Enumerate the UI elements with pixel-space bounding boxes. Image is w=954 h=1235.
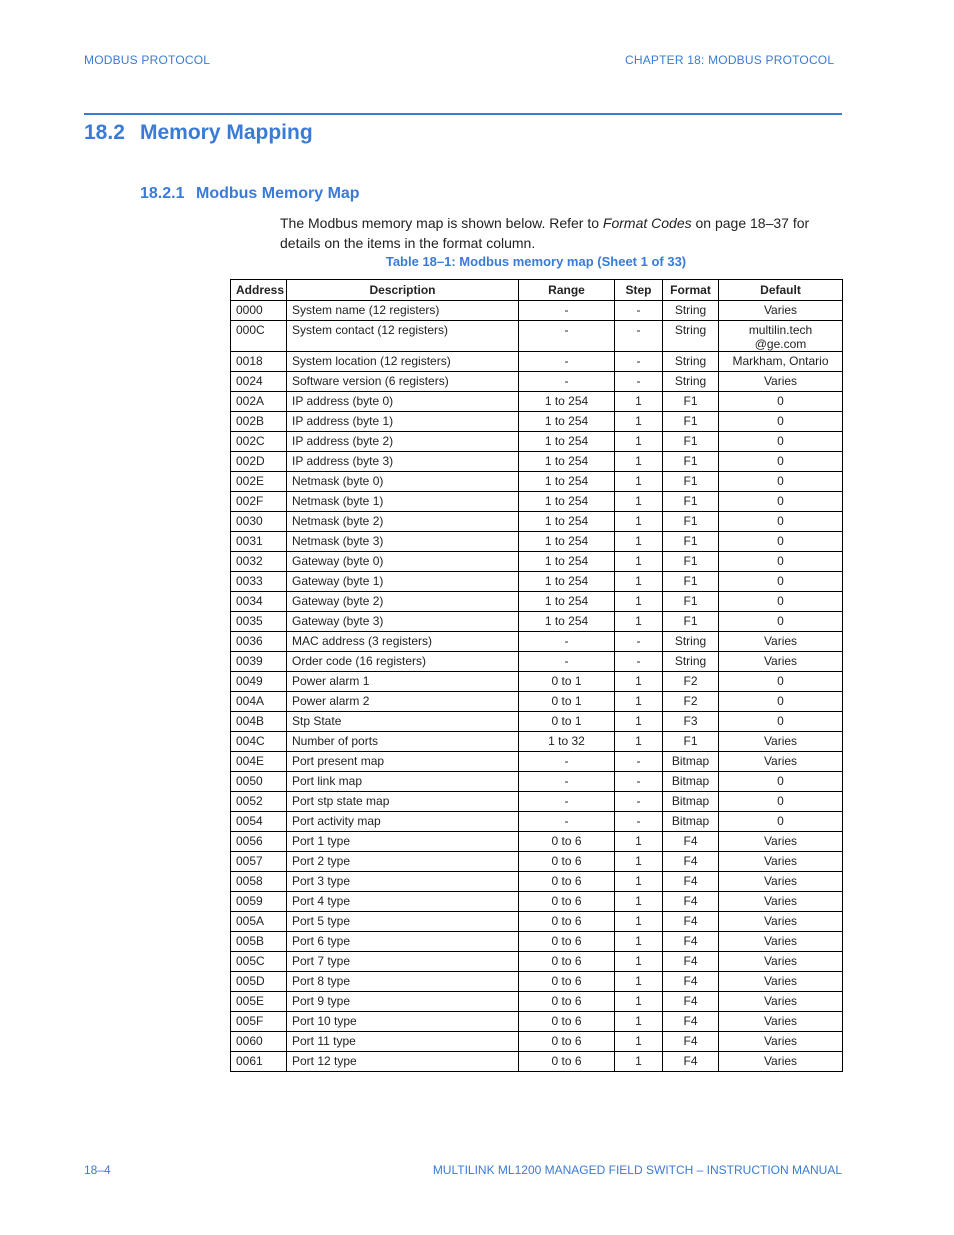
section-title: Memory Mapping bbox=[140, 121, 313, 144]
cell-range: - bbox=[519, 812, 615, 832]
cell-step: - bbox=[615, 301, 663, 321]
cell-description: Gateway (byte 3) bbox=[287, 612, 519, 632]
cell-description: Netmask (byte 1) bbox=[287, 492, 519, 512]
format-codes-reference: Format Codes bbox=[602, 215, 692, 231]
cell-default: 0 bbox=[719, 592, 843, 612]
table-body bbox=[231, 301, 843, 1072]
cell-description: IP address (byte 1) bbox=[287, 412, 519, 432]
cell-format: F4 bbox=[663, 992, 719, 1012]
cell-format: F4 bbox=[663, 832, 719, 852]
cell-step: 1 bbox=[615, 592, 663, 612]
cell-description: Order code (16 registers) bbox=[287, 652, 519, 672]
cell-format: Bitmap bbox=[663, 812, 719, 832]
cell-format: F1 bbox=[663, 612, 719, 632]
table-row bbox=[231, 932, 843, 952]
cell-range: 0 to 6 bbox=[519, 1052, 615, 1072]
cell-default: Varies bbox=[719, 752, 843, 772]
cell-step: 1 bbox=[615, 972, 663, 992]
cell-default: Varies bbox=[719, 992, 843, 1012]
cell-range: 1 to 254 bbox=[519, 592, 615, 612]
cell-default: multilin.tech @ge.com bbox=[719, 321, 843, 352]
cell-step: 1 bbox=[615, 912, 663, 932]
table-row bbox=[231, 752, 843, 772]
cell-default: Varies bbox=[719, 912, 843, 932]
cell-range: 0 to 6 bbox=[519, 932, 615, 952]
column-header-format: Format bbox=[663, 280, 719, 301]
cell-step: 1 bbox=[615, 1012, 663, 1032]
cell-default: Varies bbox=[719, 652, 843, 672]
table-row bbox=[231, 692, 843, 712]
cell-address: 005F bbox=[231, 1012, 287, 1032]
cell-address: 005A bbox=[231, 912, 287, 932]
cell-range: 1 to 254 bbox=[519, 412, 615, 432]
cell-step: - bbox=[615, 792, 663, 812]
cell-address: 0061 bbox=[231, 1052, 287, 1072]
cell-default: Varies bbox=[719, 952, 843, 972]
table-row bbox=[231, 852, 843, 872]
table-row bbox=[231, 572, 843, 592]
cell-default: 0 bbox=[719, 692, 843, 712]
cell-range: 0 to 6 bbox=[519, 892, 615, 912]
cell-range: 0 to 6 bbox=[519, 912, 615, 932]
cell-description: Gateway (byte 2) bbox=[287, 592, 519, 612]
table-row bbox=[231, 301, 843, 321]
cell-range: - bbox=[519, 301, 615, 321]
cell-description: Stp State bbox=[287, 712, 519, 732]
cell-step: 1 bbox=[615, 672, 663, 692]
cell-description: Port activity map bbox=[287, 812, 519, 832]
column-header-address: Address bbox=[231, 280, 287, 301]
cell-description: System contact (12 registers) bbox=[287, 321, 519, 352]
cell-format: F4 bbox=[663, 1052, 719, 1072]
cell-default: 0 bbox=[719, 612, 843, 632]
cell-default: Varies bbox=[719, 732, 843, 752]
cell-format: F4 bbox=[663, 952, 719, 972]
cell-range: 0 to 6 bbox=[519, 1032, 615, 1052]
cell-format: F2 bbox=[663, 672, 719, 692]
table-row bbox=[231, 792, 843, 812]
table-row bbox=[231, 1012, 843, 1032]
cell-step: 1 bbox=[615, 992, 663, 1012]
cell-description: Port 7 type bbox=[287, 952, 519, 972]
cell-address: 0057 bbox=[231, 852, 287, 872]
cell-format: F1 bbox=[663, 592, 719, 612]
column-header-default: Default bbox=[719, 280, 843, 301]
cell-description: System location (12 registers) bbox=[287, 352, 519, 372]
cell-default: Varies bbox=[719, 372, 843, 392]
table-row bbox=[231, 912, 843, 932]
cell-range: 1 to 254 bbox=[519, 452, 615, 472]
table-row bbox=[231, 492, 843, 512]
table-row bbox=[231, 972, 843, 992]
cell-address: 005E bbox=[231, 992, 287, 1012]
cell-range: - bbox=[519, 772, 615, 792]
cell-step: - bbox=[615, 812, 663, 832]
cell-description: Netmask (byte 2) bbox=[287, 512, 519, 532]
cell-format: F4 bbox=[663, 872, 719, 892]
cell-description: Port 11 type bbox=[287, 1032, 519, 1052]
cell-description: Port 9 type bbox=[287, 992, 519, 1012]
cell-step: 1 bbox=[615, 872, 663, 892]
cell-step: 1 bbox=[615, 552, 663, 572]
cell-range: - bbox=[519, 792, 615, 812]
table-row bbox=[231, 872, 843, 892]
cell-format: F4 bbox=[663, 932, 719, 952]
cell-range: 0 to 6 bbox=[519, 972, 615, 992]
table-row bbox=[231, 1052, 843, 1072]
cell-range: 1 to 254 bbox=[519, 612, 615, 632]
cell-range: 0 to 6 bbox=[519, 872, 615, 892]
cell-address: 0030 bbox=[231, 512, 287, 532]
table-row bbox=[231, 392, 843, 412]
cell-range: 0 to 6 bbox=[519, 832, 615, 852]
column-header-step: Step bbox=[615, 280, 663, 301]
running-header-right: CHAPTER 18: MODBUS PROTOCOL bbox=[625, 53, 835, 67]
cell-range: 1 to 254 bbox=[519, 492, 615, 512]
cell-step: 1 bbox=[615, 892, 663, 912]
cell-step: 1 bbox=[615, 932, 663, 952]
cell-range: 1 to 32 bbox=[519, 732, 615, 752]
cell-format: F1 bbox=[663, 412, 719, 432]
cell-format: Bitmap bbox=[663, 772, 719, 792]
cell-description: IP address (byte 2) bbox=[287, 432, 519, 452]
cell-format: Bitmap bbox=[663, 792, 719, 812]
subsection-heading bbox=[140, 185, 360, 203]
cell-format: String bbox=[663, 652, 719, 672]
cell-description: Port 1 type bbox=[287, 832, 519, 852]
intro-paragraph bbox=[280, 213, 820, 253]
cell-format: F1 bbox=[663, 552, 719, 572]
cell-description: Port 2 type bbox=[287, 852, 519, 872]
cell-default: Varies bbox=[719, 932, 843, 952]
cell-address: 002B bbox=[231, 412, 287, 432]
cell-default: 0 bbox=[719, 712, 843, 732]
cell-format: F1 bbox=[663, 532, 719, 552]
cell-address: 0032 bbox=[231, 552, 287, 572]
cell-address: 0054 bbox=[231, 812, 287, 832]
cell-default: 0 bbox=[719, 572, 843, 592]
cell-format: String bbox=[663, 632, 719, 652]
cell-step: 1 bbox=[615, 532, 663, 552]
cell-range: 1 to 254 bbox=[519, 472, 615, 492]
cell-step: - bbox=[615, 352, 663, 372]
cell-address: 002C bbox=[231, 432, 287, 452]
cell-description: Power alarm 2 bbox=[287, 692, 519, 712]
cell-format: F1 bbox=[663, 512, 719, 532]
table-row bbox=[231, 612, 843, 632]
cell-step: - bbox=[615, 321, 663, 352]
cell-range: - bbox=[519, 321, 615, 352]
cell-step: 1 bbox=[615, 572, 663, 592]
table-row bbox=[231, 552, 843, 572]
cell-description: Port present map bbox=[287, 752, 519, 772]
cell-range: - bbox=[519, 652, 615, 672]
intro-text-after: on page 18–37 for details on the items in the format column. bbox=[280, 215, 810, 251]
cell-default: Markham, Ontario bbox=[719, 352, 843, 372]
cell-range: 0 to 1 bbox=[519, 672, 615, 692]
cell-description: Port stp state map bbox=[287, 792, 519, 812]
table-row bbox=[231, 652, 843, 672]
table-row bbox=[231, 672, 843, 692]
cell-format: String bbox=[663, 352, 719, 372]
cell-address: 005C bbox=[231, 952, 287, 972]
cell-description: Gateway (byte 0) bbox=[287, 552, 519, 572]
cell-address: 000C bbox=[231, 321, 287, 352]
cell-address: 0018 bbox=[231, 352, 287, 372]
cell-description: Number of ports bbox=[287, 732, 519, 752]
cell-address: 002E bbox=[231, 472, 287, 492]
running-header-left: MODBUS PROTOCOL bbox=[84, 53, 211, 67]
cell-default: 0 bbox=[719, 472, 843, 492]
cell-format: F1 bbox=[663, 452, 719, 472]
table-row bbox=[231, 632, 843, 652]
cell-default: 0 bbox=[719, 812, 843, 832]
cell-format: F1 bbox=[663, 492, 719, 512]
table-row bbox=[231, 812, 843, 832]
table-row bbox=[231, 732, 843, 752]
cell-step: 1 bbox=[615, 732, 663, 752]
cell-default: 0 bbox=[719, 392, 843, 412]
table-row bbox=[231, 772, 843, 792]
cell-default: Varies bbox=[719, 872, 843, 892]
cell-address: 0052 bbox=[231, 792, 287, 812]
cell-default: Varies bbox=[719, 852, 843, 872]
table-row bbox=[231, 512, 843, 532]
cell-default: Varies bbox=[719, 301, 843, 321]
cell-address: 0058 bbox=[231, 872, 287, 892]
cell-range: 0 to 6 bbox=[519, 852, 615, 872]
cell-default: 0 bbox=[719, 792, 843, 812]
cell-format: F3 bbox=[663, 712, 719, 732]
table-row bbox=[231, 952, 843, 972]
table-row bbox=[231, 452, 843, 472]
cell-step: 1 bbox=[615, 1052, 663, 1072]
cell-description: System name (12 registers) bbox=[287, 301, 519, 321]
cell-step: 1 bbox=[615, 472, 663, 492]
cell-range: - bbox=[519, 372, 615, 392]
cell-format: String bbox=[663, 321, 719, 352]
cell-step: - bbox=[615, 632, 663, 652]
table-row bbox=[231, 352, 843, 372]
cell-default: Varies bbox=[719, 1032, 843, 1052]
cell-format: F1 bbox=[663, 572, 719, 592]
table-row bbox=[231, 892, 843, 912]
cell-description: IP address (byte 3) bbox=[287, 452, 519, 472]
cell-step: 1 bbox=[615, 612, 663, 632]
column-header-description: Description bbox=[287, 280, 519, 301]
cell-default: 0 bbox=[719, 412, 843, 432]
cell-range: 0 to 1 bbox=[519, 712, 615, 732]
table-row bbox=[231, 992, 843, 1012]
cell-address: 0000 bbox=[231, 301, 287, 321]
manual-title-footer: MULTILINK ML1200 MANAGED FIELD SWITCH – INSTRUCTION MANUAL bbox=[432, 1163, 842, 1177]
cell-description: Power alarm 1 bbox=[287, 672, 519, 692]
cell-address: 0060 bbox=[231, 1032, 287, 1052]
cell-default: 0 bbox=[719, 492, 843, 512]
table-row bbox=[231, 432, 843, 452]
cell-default: Varies bbox=[719, 892, 843, 912]
cell-description: Software version (6 registers) bbox=[287, 372, 519, 392]
cell-range: - bbox=[519, 752, 615, 772]
cell-address: 0034 bbox=[231, 592, 287, 612]
cell-format: String bbox=[663, 301, 719, 321]
cell-address: 0024 bbox=[231, 372, 287, 392]
cell-address: 004A bbox=[231, 692, 287, 712]
cell-default: 0 bbox=[719, 432, 843, 452]
cell-step: 1 bbox=[615, 692, 663, 712]
section-heading bbox=[84, 121, 313, 145]
cell-format: F1 bbox=[663, 472, 719, 492]
cell-range: 0 to 6 bbox=[519, 992, 615, 1012]
cell-step: 1 bbox=[615, 852, 663, 872]
cell-range: 1 to 254 bbox=[519, 512, 615, 532]
cell-address: 0056 bbox=[231, 832, 287, 852]
cell-description: Port 6 type bbox=[287, 932, 519, 952]
cell-address: 004B bbox=[231, 712, 287, 732]
table-row bbox=[231, 592, 843, 612]
table-header-row bbox=[231, 280, 843, 301]
table-row bbox=[231, 412, 843, 432]
cell-format: F4 bbox=[663, 1012, 719, 1032]
cell-default: Varies bbox=[719, 1012, 843, 1032]
cell-address: 004E bbox=[231, 752, 287, 772]
cell-step: 1 bbox=[615, 952, 663, 972]
cell-description: Port 12 type bbox=[287, 1052, 519, 1072]
table-row bbox=[231, 832, 843, 852]
section-divider bbox=[84, 113, 842, 115]
cell-step: - bbox=[615, 372, 663, 392]
cell-range: 0 to 1 bbox=[519, 692, 615, 712]
cell-description: IP address (byte 0) bbox=[287, 392, 519, 412]
cell-address: 0049 bbox=[231, 672, 287, 692]
cell-format: String bbox=[663, 372, 719, 392]
cell-address: 002F bbox=[231, 492, 287, 512]
cell-range: 0 to 6 bbox=[519, 952, 615, 972]
cell-format: F1 bbox=[663, 732, 719, 752]
cell-address: 005B bbox=[231, 932, 287, 952]
cell-address: 004C bbox=[231, 732, 287, 752]
cell-step: 1 bbox=[615, 392, 663, 412]
cell-description: Port link map bbox=[287, 772, 519, 792]
cell-default: 0 bbox=[719, 512, 843, 532]
table-row bbox=[231, 1032, 843, 1052]
cell-format: F1 bbox=[663, 432, 719, 452]
cell-description: Port 10 type bbox=[287, 1012, 519, 1032]
table-row bbox=[231, 372, 843, 392]
cell-default: 0 bbox=[719, 672, 843, 692]
cell-format: F4 bbox=[663, 972, 719, 992]
cell-description: Port 5 type bbox=[287, 912, 519, 932]
cell-range: - bbox=[519, 352, 615, 372]
page-number: 18–4 bbox=[84, 1163, 111, 1177]
table-row bbox=[231, 321, 843, 352]
cell-format: F1 bbox=[663, 392, 719, 412]
cell-default: 0 bbox=[719, 552, 843, 572]
cell-default: Varies bbox=[719, 632, 843, 652]
cell-step: 1 bbox=[615, 492, 663, 512]
cell-range: 1 to 254 bbox=[519, 392, 615, 412]
cell-range: - bbox=[519, 632, 615, 652]
table-row bbox=[231, 472, 843, 492]
subsection-title: Modbus Memory Map bbox=[196, 185, 360, 202]
cell-description: Port 4 type bbox=[287, 892, 519, 912]
cell-address: 002A bbox=[231, 392, 287, 412]
cell-default: 0 bbox=[719, 452, 843, 472]
cell-step: - bbox=[615, 772, 663, 792]
table-row bbox=[231, 712, 843, 732]
cell-step: 1 bbox=[615, 712, 663, 732]
cell-description: Port 8 type bbox=[287, 972, 519, 992]
cell-description: Port 3 type bbox=[287, 872, 519, 892]
cell-address: 0059 bbox=[231, 892, 287, 912]
cell-format: Bitmap bbox=[663, 752, 719, 772]
modbus-memory-map-table bbox=[230, 279, 843, 1072]
section-number: 18.2 bbox=[84, 121, 125, 144]
cell-format: F4 bbox=[663, 912, 719, 932]
cell-address: 0035 bbox=[231, 612, 287, 632]
cell-default: 0 bbox=[719, 772, 843, 792]
cell-format: F4 bbox=[663, 1032, 719, 1052]
cell-format: F2 bbox=[663, 692, 719, 712]
cell-address: 0050 bbox=[231, 772, 287, 792]
cell-step: 1 bbox=[615, 1032, 663, 1052]
cell-default: Varies bbox=[719, 1052, 843, 1072]
table-row bbox=[231, 532, 843, 552]
cell-description: Gateway (byte 1) bbox=[287, 572, 519, 592]
cell-step: - bbox=[615, 752, 663, 772]
cell-range: 1 to 254 bbox=[519, 552, 615, 572]
cell-step: 1 bbox=[615, 412, 663, 432]
cell-range: 1 to 254 bbox=[519, 432, 615, 452]
cell-default: 0 bbox=[719, 532, 843, 552]
cell-step: 1 bbox=[615, 452, 663, 472]
cell-step: - bbox=[615, 652, 663, 672]
table-caption: Table 18–1: Modbus memory map (Sheet 1 of 33) bbox=[385, 254, 687, 269]
cell-address: 005D bbox=[231, 972, 287, 992]
cell-step: 1 bbox=[615, 432, 663, 452]
subsection-number: 18.2.1 bbox=[140, 185, 185, 202]
cell-address: 0031 bbox=[231, 532, 287, 552]
intro-text-before: The Modbus memory map is shown below. Refer to bbox=[280, 215, 603, 231]
cell-range: 0 to 6 bbox=[519, 1012, 615, 1032]
cell-default: Varies bbox=[719, 832, 843, 852]
cell-description: Netmask (byte 0) bbox=[287, 472, 519, 492]
cell-address: 0033 bbox=[231, 572, 287, 592]
column-header-range: Range bbox=[519, 280, 615, 301]
cell-format: F4 bbox=[663, 892, 719, 912]
cell-description: MAC address (3 registers) bbox=[287, 632, 519, 652]
cell-range: 1 to 254 bbox=[519, 532, 615, 552]
cell-address: 0036 bbox=[231, 632, 287, 652]
cell-address: 002D bbox=[231, 452, 287, 472]
cell-format: F4 bbox=[663, 852, 719, 872]
cell-description: Netmask (byte 3) bbox=[287, 532, 519, 552]
cell-address: 0039 bbox=[231, 652, 287, 672]
cell-step: 1 bbox=[615, 832, 663, 852]
cell-step: 1 bbox=[615, 512, 663, 532]
cell-default: Varies bbox=[719, 972, 843, 992]
cell-range: 1 to 254 bbox=[519, 572, 615, 592]
